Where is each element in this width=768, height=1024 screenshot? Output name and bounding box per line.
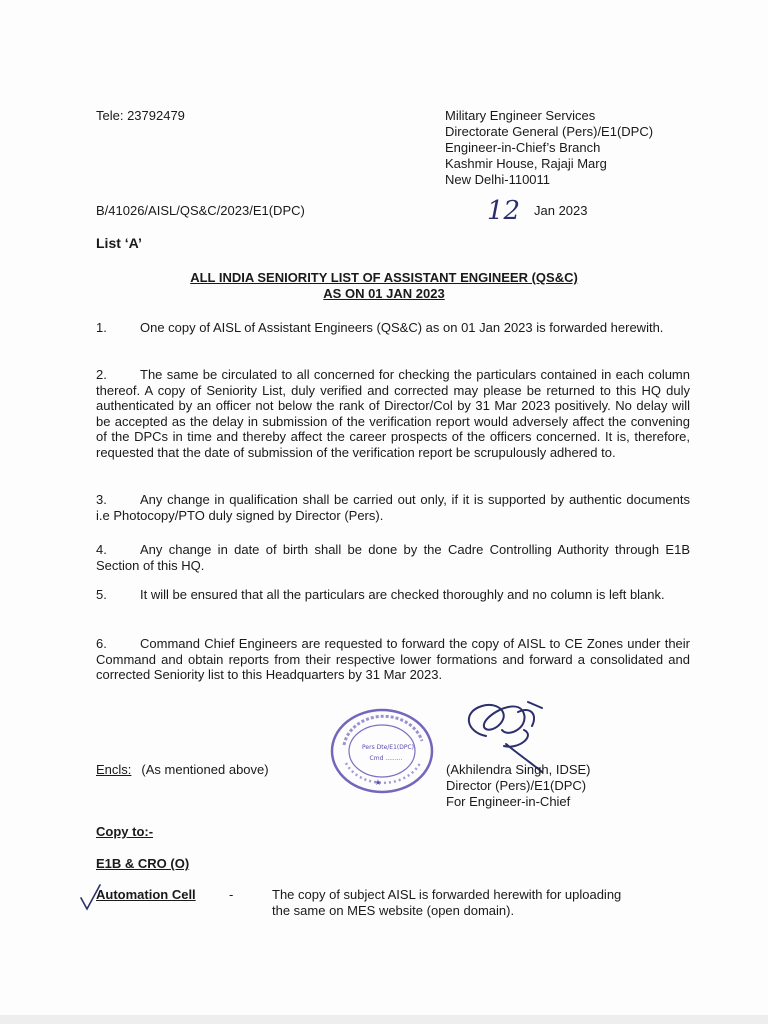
paragraph-number: 2. xyxy=(96,367,107,382)
enclosures-label: Encls: xyxy=(96,762,132,777)
signatory-designation: Director (Pers)/E1(DPC) xyxy=(446,778,587,793)
date-month-year: Jan 2023 xyxy=(534,203,588,218)
star-icon: ★ xyxy=(374,778,382,787)
scan-edge xyxy=(0,1015,768,1024)
paragraph-text: The same be circulated to all concerned for checking the particulars contained in each column thereof. A copy of Seniority List, duly verified and corrected may please be returned to this HQ duly authenticated by an officer not below the rank of Director/Col by 31 Mar 2023 positively. No delay will be accepted as the delay in submission of the verification report would adversely affect the convening of the DPCs in time and thereby affect the career prospects of the officers concerned. It is, therefore, requested that the date of submission of the verification report be scrupulously adhered to. xyxy=(96,367,690,460)
office-address xyxy=(445,108,653,188)
automation-cell-instruction: The copy of subject AISL is forwarded herewith for uploading the same on MES website (open domain). xyxy=(272,887,622,918)
paragraph-text: Any change in date of birth shall be done by the Cadre Controlling Authority through E1B Section of this HQ. xyxy=(96,542,690,573)
paragraph-number: 5. xyxy=(96,587,107,602)
signatory-for: For Engineer-in-Chief xyxy=(446,794,571,809)
address-line: Engineer-in-Chief’s Branch xyxy=(445,140,601,155)
address-line: New Delhi-110011 xyxy=(445,172,551,187)
copy-to-automation-cell: Automation Cell xyxy=(96,887,196,902)
official-stamp xyxy=(330,705,440,795)
reference-number: B/41026/AISL/QS&C/2023/E1(DPC) xyxy=(96,203,305,218)
address-line: Military Engineer Services xyxy=(445,108,596,123)
paragraph-text: Any change in qualification shall be carried out only, if it is supported by authentic documents i.e Photocopy/PTO duly signed by Director (Pers). xyxy=(96,492,690,523)
stamp-inner-text-1: Pers Dte/E1(DPC) xyxy=(362,744,414,751)
address-line: Kashmir House, Rajaji Marg xyxy=(445,156,607,171)
paragraph-5 xyxy=(96,587,690,603)
telephone: Tele: 23792479 xyxy=(96,108,185,123)
paragraph-text: Command Chief Engineers are requested to forward the copy of AISL to CE Zones under their Command and obtain reports from their respective lower formations and forward a consolidated and corrected Seniority list to this Headquarters by 31 Mar 2023. xyxy=(96,636,690,682)
title-line-2: AS ON 01 JAN 2023 xyxy=(323,286,445,301)
dash-separator: - xyxy=(229,887,234,902)
document-title xyxy=(96,270,672,302)
copy-to-e1b: E1B & CRO (O) xyxy=(96,856,190,871)
paragraph-number: 1. xyxy=(96,320,107,335)
signatory-block xyxy=(446,762,591,810)
title-line-1: ALL INDIA SENIORITY LIST OF ASSISTANT ENGINEER (QS&C) xyxy=(190,270,578,285)
paragraph-2 xyxy=(96,367,690,460)
paragraph-3 xyxy=(96,492,690,523)
paragraph-number: 6. xyxy=(96,636,107,651)
enclosures-text: (As mentioned above) xyxy=(141,762,269,777)
stamp-inner-text-2: Cmd ......... xyxy=(369,755,403,762)
address-line: Directorate General (Pers)/E1(DPC) xyxy=(445,124,654,139)
list-label: List ‘A’ xyxy=(96,235,142,251)
copy-to-label: Copy to:- xyxy=(96,824,154,839)
paragraph-6 xyxy=(96,636,690,683)
enclosures xyxy=(96,762,269,778)
paragraph-number: 4. xyxy=(96,542,107,557)
paragraph-1 xyxy=(96,320,690,336)
paragraph-4 xyxy=(96,542,690,573)
paragraph-text: It will be ensured that all the particulars are checked thoroughly and no column is left blank. xyxy=(140,587,665,602)
signatory-name: (Akhilendra Singh, IDSE) xyxy=(446,762,591,777)
handwritten-date-day: 12 xyxy=(487,196,521,226)
paragraph-text: One copy of AISL of Assistant Engineers (QS&C) as on 01 Jan 2023 is forwarded herewith. xyxy=(140,320,664,335)
paragraph-number: 3. xyxy=(96,492,107,507)
